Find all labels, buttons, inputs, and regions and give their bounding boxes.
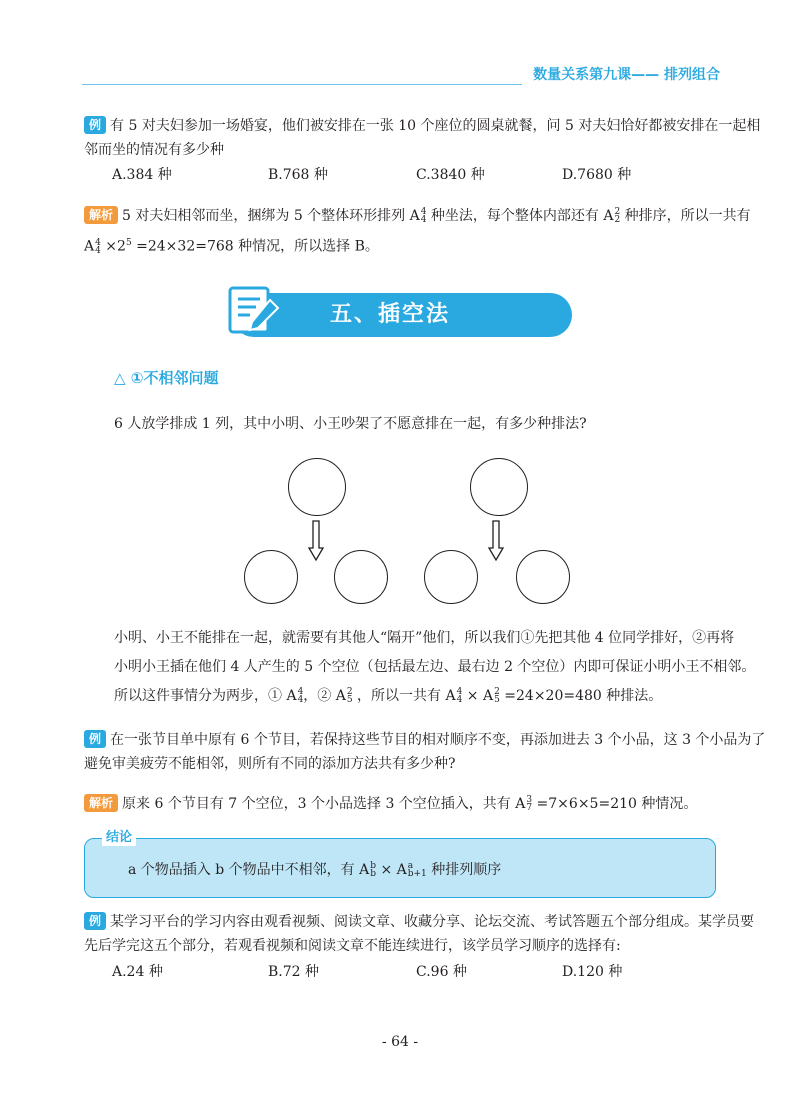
solution-1-line-2: A 4 4 $\times 2^5 =24\times 32=768$ 种情况，所以选择 B。 [84,237,379,256]
example-1-option-d: D.7680 种 [562,167,632,183]
diagram-circle-bottom-1 [244,550,298,604]
example-tag: 例 [84,730,106,748]
diagram-circle-bottom-2 [334,550,388,604]
solution-1-line-1: 解析 5 对夫妇相邻而坐，捆绑为 5 个整体环形排列 A 4 4 种坐法，每个整体内部还有 A 2 2 种排序，所以一共有 [84,206,751,226]
explanation-line-2: 小明小王插在他们 4 人产生的 5 个空位（包括最左边、最右边 2 个空位）内即可保证小明小王不相邻。 [114,659,756,675]
header-title: 数量关系第九课—— 排列组合 [533,67,720,83]
example-3-line-1: 例 某学习平台的学习内容由观看视频、阅读文章、收藏分享、论坛交流、考试答题五个部分组成。某学员要 [84,912,754,932]
example-1-option-b: B.768 种 [268,167,328,183]
example-1-line-1: 例 有 5 对夫妇参加一场婚宴，他们被安排在一张 10 个座位的圆桌就餐，问 5 对夫妇恰好都被安排在一起相 [84,116,760,136]
explanation-line-3: 所以这件事情分为两步，① A 4 4 ，② A 2 5 ，所以一共有 A 4 4 × A 2 5 =24×20=480 种排法。 [114,687,663,705]
notepad-pencil-icon [226,282,286,342]
header-rule [82,84,522,85]
section-subtitle: △ ①不相邻问题 [114,369,219,387]
example-3-option-a: A.24 种 [112,964,163,980]
conclusion-tag: 结论 [102,830,136,846]
diagram-circle-top-right [470,458,528,516]
down-arrow-icon [308,520,324,562]
example-2-line-1: 例 在一张节目单中原有 6 个节目，若保持这些节目的相对顺序不变，再添加进去 3 个小品，这 3 个小品为了 [84,730,765,750]
down-arrow-icon [488,520,504,562]
example-1-option-c: C.3840 种 [416,167,485,183]
diagram-circle-bottom-3 [424,550,478,604]
conclusion-text: a 个物品插入 b 个物品中不相邻，有 A b b × A a b+1 种排列顺序 [128,861,502,879]
question-text: 6 人放学排成 1 列，其中小明、小王吵架了不愿意排在一起，有多少种排法? [114,416,587,432]
example-3-option-d: D.120 种 [562,964,623,980]
diagram-circle-bottom-4 [516,550,570,604]
example-tag: 例 [84,912,106,930]
solution-tag: 解析 [84,794,118,812]
example-3-line-2: 先后学完这五个部分，若观看视频和阅读文章不能连续进行，该学员学习顺序的选择有: [84,938,621,954]
diagram-circle-top-left [288,458,346,516]
solution-2-line: 解析 原来 6 个节目有 7 个空位，3 个小品选择 3 个空位插入，共有 A 3 7 =7×6×5=210 种情况。 [84,794,697,814]
section-title: 五、插空法 [330,302,451,327]
solution-tag: 解析 [84,206,118,224]
page-number: - 64 - [381,1034,419,1050]
example-tag: 例 [84,116,106,134]
example-3-option-b: B.72 种 [268,964,320,980]
explanation-line-1: 小明、小王不能排在一起，就需要有其他人“隔开”他们，所以我们①先把其他 4 位同学排好，②再将 [114,630,735,646]
example-3-option-c: C.96 种 [416,964,467,980]
example-2-line-2: 避免审美疲劳不能相邻，则所有不同的添加方法共有多少种? [84,756,456,772]
example-1-option-a: A.384 种 [112,167,172,183]
example-1-line-2: 邻而坐的情况有多少种 [84,142,224,158]
